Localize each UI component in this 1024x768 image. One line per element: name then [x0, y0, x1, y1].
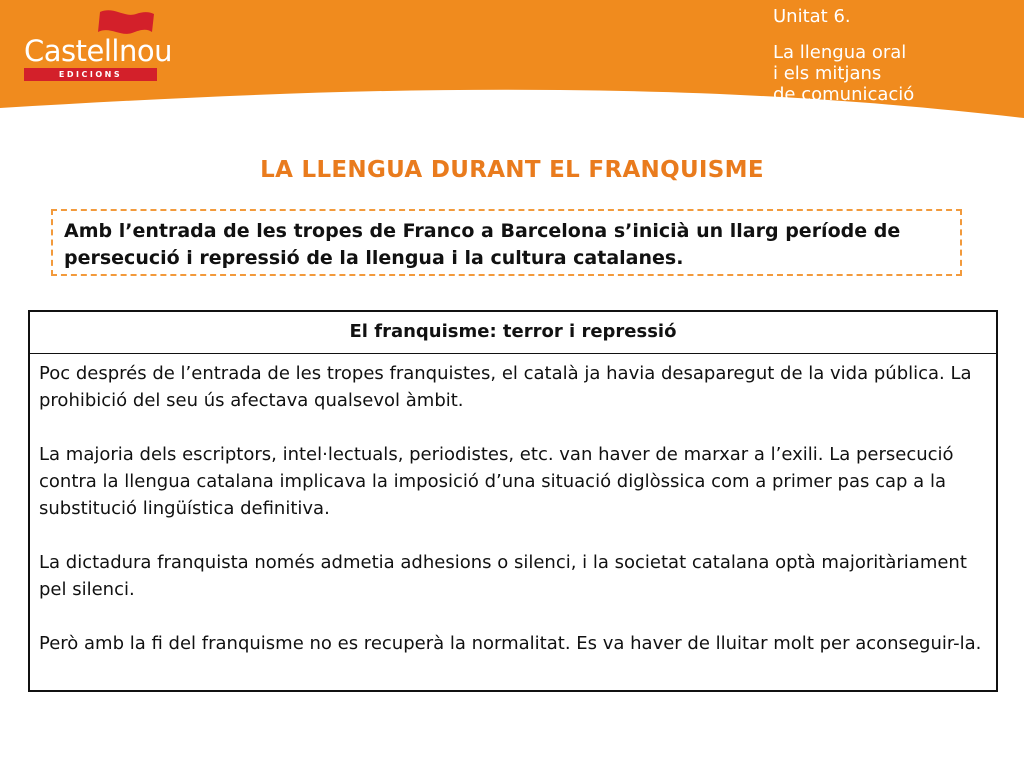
table-header: El franquisme: terror i repressió [30, 312, 996, 354]
unit-title-line: La llengua oral [773, 42, 907, 63]
table-paragraph: Però amb la fi del franquisme no es recuperà la normalitat. Es va haver de lluitar molt per aconseguir-la. [39, 633, 982, 654]
unit-number: Unitat 6. [773, 6, 851, 27]
logo-subtitle: EDICIONS [58, 70, 123, 79]
publisher-logo [22, 8, 172, 80]
unit-heading [773, 6, 1018, 105]
logo-wordmark: Castellnou [24, 34, 172, 68]
table-paragraph: Poc després de l’entrada de les tropes franquistes, el català ja havia desaparegut de la vida pública. La prohibició del seu ús afectava qualsevol àmbit. [39, 363, 972, 411]
page-title: LA LLENGUA DURANT EL FRANQUISME [260, 157, 764, 183]
intro-text: Amb l’entrada de les tropes de Franco a Barcelona s’inicià un llarg període de persecució i repressió de la llengua i la cultura catalanes. [64, 220, 901, 269]
table-paragraph: La dictadura franquista només admetia adhesions o silenci, i la societat catalana optà majoritàriament pel silenci. [39, 552, 967, 600]
table-body [39, 360, 989, 657]
intro-box [51, 209, 962, 276]
logo-banner [24, 68, 157, 81]
unit-title-line: de comunicació [773, 84, 915, 105]
content-table [28, 310, 998, 692]
unit-title-line: i els mitjans [773, 63, 882, 84]
table-paragraph: La majoria dels escriptors, intel·lectuals, periodistes, etc. van haver de marxar a l’exili. La persecució contra la llengua catalana implicava la imposició d’una situació diglòssica com a primer pas cap a la substitució lingüística definitiva. [39, 444, 954, 519]
